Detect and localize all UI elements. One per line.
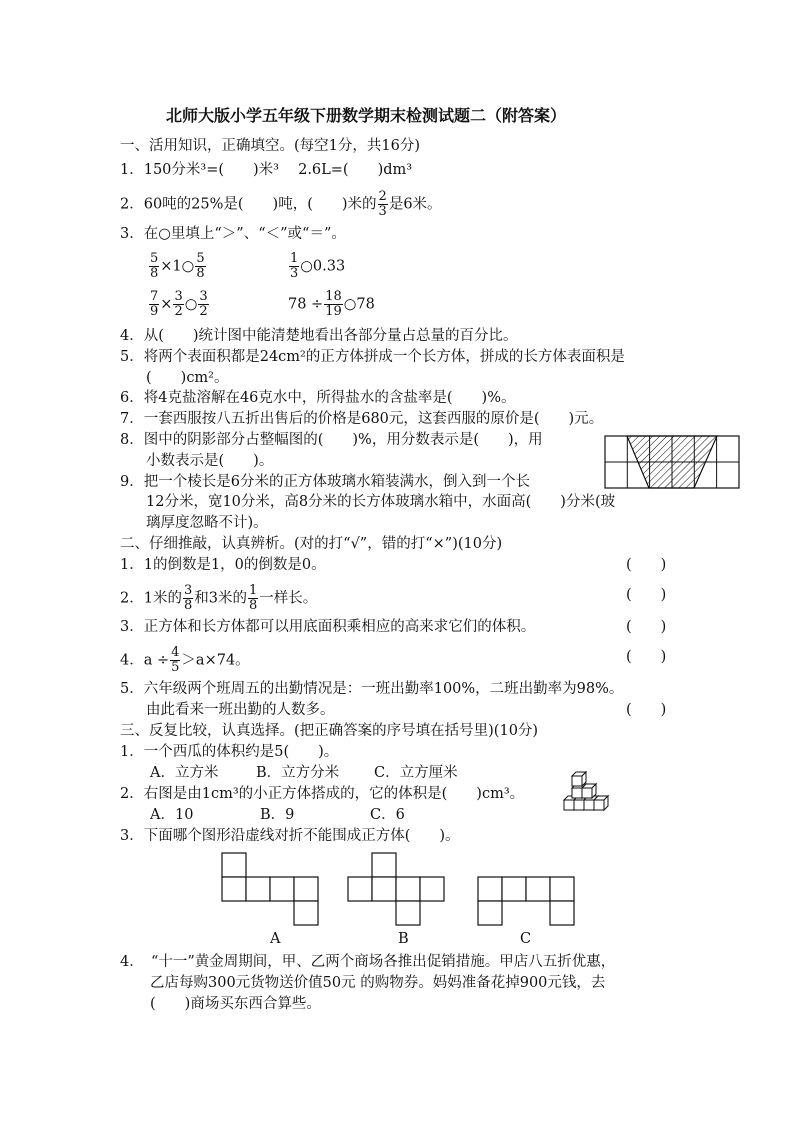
stacked-cubes-figure (562, 766, 612, 814)
fraction-five-eighths-2: $\frac{5}{8}$ (196, 251, 205, 281)
fraction-seven-ninths: $\frac{7}{9}$ (150, 289, 159, 319)
fraction-five-eighths: $\frac{5}{8}$ (150, 251, 159, 281)
s1-q7: 7．一套西服按八五折出售后的价格是680元，这套西服的原价是( )元。 (120, 411, 604, 427)
s1-q3: 3．在○里填上“＞”、“＜”或“＝”。 (120, 226, 346, 242)
s3-q1: 1．一个西瓜的体积约是5( )。 (120, 744, 339, 760)
s1-q2-text-b: 是6米。 (388, 196, 442, 213)
section-1-heading: 一、活用知识，正确填空。(每空1分，共16分) (120, 138, 420, 154)
s2-q4-answer[interactable]: ( ) (626, 649, 667, 665)
cube-net-c[interactable] (476, 870, 580, 928)
s2-q2: 2．1米的 $\frac{3}{8}$ 和3米的 $\frac{1}{8}$ 一样长。 (120, 583, 318, 613)
net-label-b: B (398, 931, 409, 947)
section-3-heading: 三、反复比较，认真选择。(把正确答案的序号填在括号里)(10分) (120, 723, 539, 739)
s3-q4-line3: ( )商场买东西合算些。 (150, 996, 321, 1012)
s2-q2-answer[interactable]: ( ) (626, 587, 667, 603)
s2-q5-line2: 由此看来一班出勤的人数多。 (146, 702, 335, 718)
s1-q9-line1: 9．把一个棱长是6分米的正方体玻璃水箱装满水，倒入到一个长 (120, 474, 530, 490)
s1-q2 (120, 190, 442, 219)
s1-q9-line2: 12分米，宽10分米，高8分米的长方体玻璃水箱中，水面高( )分米(玻 (146, 494, 616, 510)
s3-q1-option-c[interactable]: C．立方厘米 (374, 765, 458, 781)
s3-q2-option-a[interactable]: A．10 (150, 807, 194, 823)
fraction-three-eighths: $\frac{3}{8}$ (183, 583, 193, 613)
s2-q3-answer[interactable]: ( ) (626, 619, 667, 635)
s1-q3-row1-right: $\frac{1}{3}$ ○0.33 (290, 251, 346, 281)
s2-q5-line1: 5．六年级两个班周五的出勤情况是：一班出勤率100%，二班出勤率为98%。 (120, 681, 624, 697)
s1-q3-row2-left: $\frac{7}{9}$ × $\frac{3}{2}$ ○ $\frac{3}{2}$ (150, 289, 208, 319)
net-label-c: C (520, 931, 532, 947)
page-title: 北师大版小学五年级下册数学期末检测试题二（附答案） (166, 106, 567, 125)
s3-q2: 2．右图是由1cm³的小正方体搭成的，它的体积是( )cm³。 (120, 786, 525, 802)
s2-q3: 3．正方体和长方体都可以用底面积乘相应的高来求它们的体积。 (120, 619, 536, 635)
fraction-three-halves: $\frac{3}{2}$ (174, 289, 183, 319)
s1-q8-line1: 8．图中的阴影部分占整幅图的( )%，用分数表示是( )，用 (120, 432, 543, 448)
s3-q4-line1: 4． “十一”黄金周期间，甲、乙两个商场各推出促销措施。甲店八五折优惠， (120, 954, 616, 970)
s3-q2-option-c[interactable]: C．6 (370, 807, 405, 823)
section-2-heading: 二、仔细推敲，认真辨析。(对的打“√”，错的打“×”)(10分) (120, 536, 503, 552)
s3-q2-option-b[interactable]: B．9 (260, 807, 295, 823)
cube-net-a[interactable] (220, 852, 320, 928)
fraction-eighteen-nineteenths: $\frac{18}{19}$ (325, 289, 342, 319)
s1-q8-line2: 小数表示是( )。 (146, 453, 274, 469)
fraction-two-thirds: $\frac{2}{3}$ (378, 189, 387, 219)
s3-q3: 3．下面哪个图形沿虚线对折不能围成正方体( )。 (120, 828, 460, 844)
s1-q5-line2: ( )cm²。 (146, 370, 229, 386)
shaded-grid-figure (604, 435, 740, 489)
fraction-three-halves-2: $\frac{3}{2}$ (199, 289, 208, 319)
s3-q1-option-a[interactable]: A．立方米 (150, 765, 219, 781)
s2-q1: 1．1的倒数是1，0的倒数是0。 (120, 557, 326, 573)
fraction-four-fifths: $\frac{4}{5}$ (171, 645, 180, 675)
fraction-one-third: $\frac{1}{3}$ (290, 251, 299, 281)
s1-q3-row2-right: 78 ÷ $\frac{18}{19}$ ○78 (288, 289, 375, 319)
s2-q5-answer[interactable]: ( ) (626, 702, 667, 718)
s1-q3-row1-left: $\frac{5}{8}$ ×1○ $\frac{5}{8}$ (150, 251, 205, 281)
s2-q1-answer[interactable]: ( ) (626, 557, 667, 573)
s3-q4-line2: 乙店每购300元货物送价值50元 的购物券。妈妈准备花掉900元钱，去 (150, 975, 606, 991)
s1-q4: 4．从( )统计图中能清楚地看出各部分量占总量的百分比。 (120, 328, 518, 344)
cube-net-b[interactable] (346, 852, 446, 928)
s1-q6: 6．将4克盐溶解在46克水中，所得盐水的含盐率是( )%。 (120, 390, 516, 406)
s1-q1: 1．150分米³=( )米³ 2.6L=( )dm³ (120, 162, 413, 178)
fraction-one-eighth: $\frac{1}{8}$ (248, 583, 258, 613)
s2-q4: 4．a ÷ $\frac{4}{5}$ ＞a×74。 (120, 645, 250, 675)
s1-q5-line1: 5．将两个表面积都是24cm²的正方体拼成一个长方体，拼成的长方体表面积是 (120, 349, 625, 365)
net-label-a: A (270, 931, 281, 947)
s1-q9-line3: 璃厚度忽略不计)。 (146, 515, 268, 531)
s3-q1-option-b[interactable]: B．立方分米 (256, 765, 340, 781)
s1-q2-text-a: 2．60吨的25%是( )吨，( )米的 (120, 196, 377, 213)
